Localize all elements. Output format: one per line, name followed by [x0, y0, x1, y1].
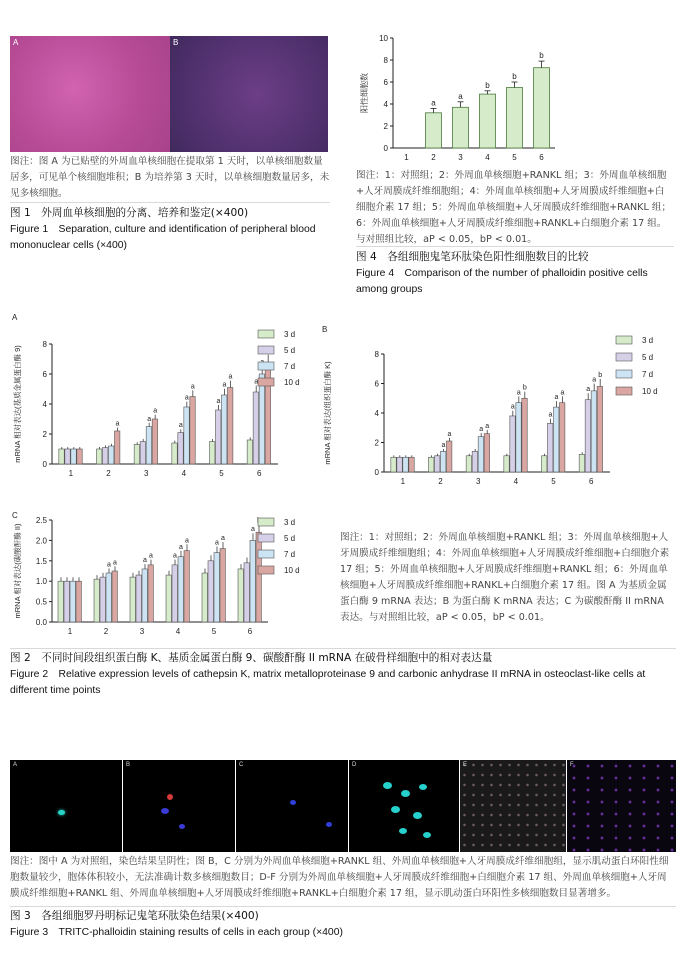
fig2a-bar	[134, 445, 139, 465]
fig2a-legend-label: 5 d	[284, 346, 296, 355]
fig3-note: 图注：图中 A 为对照组，染色结果呈阴性；图 B，C 分别为外周血单核细胞+RANKL 组、外周血单核细胞+人牙周膜成纤维细胞组，显示肌动蛋白环阳性细胞数量较少，胞体体积较小，无法准确计数多核细胞数目；D-F 分别为外周血单核细胞+人牙周膜成纤维细胞+白细胞介素 17 组、外周血单核细胞+人牙周膜成纤维细胞+RANKL 组、外周血单核细胞+人牙周膜成纤维细胞+RANKL+白细胞介素 17 组，显示肌动蛋白环阳性多核细胞数目显著增多。	[10, 856, 669, 899]
fig2a-sig-label: a	[228, 373, 233, 381]
fig4-note: 图注：1：对照组；2：外周血单核细胞+RANKL 组；3：外周血单核细胞+人牙周膜成纤维细胞组；4：外周血单核细胞+人牙周膜成纤维细胞+白细胞介素 17 组；5：外周血单核细胞+人牙周膜成纤维细胞+RANKL 组；6：外周血单核细胞+人牙周膜成纤维细胞+RANKL+白细胞介素 17 组。与对照组比较，aP < 0.05，bP < 0.01。	[356, 170, 672, 245]
fig2c-x-tick-label: 6	[247, 627, 253, 636]
fig2a-bar	[184, 407, 189, 464]
fig2c-bar	[202, 573, 207, 622]
fig2b-bar	[472, 451, 477, 472]
fig2a-x-tick-label: 1	[68, 469, 74, 478]
fig2a-legend-label: 7 d	[284, 362, 296, 371]
fig2a-legend-label: 3 d	[284, 330, 296, 339]
fig2c-x-tick-label: 4	[175, 627, 181, 636]
fig2b-legend-label: 3 d	[642, 336, 654, 345]
fig2c-bar	[250, 540, 255, 622]
fig2c-bar	[106, 573, 111, 622]
fig2a-sig-label: a	[147, 415, 152, 423]
fig2a-sig-label: a	[178, 422, 183, 430]
fig2c-legend-label: 3 d	[284, 518, 296, 527]
fig2c-legend-swatch	[258, 550, 274, 558]
fig2c-legend-swatch	[258, 566, 274, 574]
fig4-sig-label: b	[512, 72, 517, 81]
fig2c-bar	[112, 571, 117, 622]
fig2c-panel-label: C	[12, 511, 18, 520]
fig2b-bar	[478, 437, 483, 472]
fig1-panel-a-label: A	[13, 38, 19, 47]
fig2a-bar	[247, 440, 252, 464]
fig2c-sig-label: a	[179, 543, 183, 551]
fig2b-sig-label: a	[560, 389, 565, 397]
fig2b-x-tick-label: 2	[438, 477, 443, 486]
fig2c-legend-swatch	[258, 534, 274, 542]
fig2b-sig-label: a	[586, 386, 591, 394]
fig2b-bar	[484, 434, 489, 472]
fig3-panel-a-label: A	[13, 762, 18, 768]
fig2a-sig-label: a	[190, 383, 195, 391]
fig4-x-tick-label: 6	[539, 153, 544, 162]
fig2b-bar	[429, 457, 434, 472]
fig2b-legend-swatch	[616, 353, 632, 361]
fig2b-x-tick-label: 4	[513, 477, 519, 486]
fig4-y-tick-label: 6	[383, 78, 388, 87]
fig1-image-a	[10, 36, 170, 152]
fig3-panel-e-label: E	[463, 762, 468, 768]
fig2a-legend-swatch	[258, 362, 274, 370]
fig2b-bar	[397, 457, 402, 472]
fig2c-bar	[58, 581, 63, 622]
fig4-y-tick-label: 0	[383, 144, 388, 153]
fig2c-bar	[244, 563, 249, 622]
fig2a-bar	[152, 419, 157, 464]
fig2a-y-tick-label: 4	[42, 400, 47, 409]
fig2c-bar	[148, 565, 153, 622]
fig2b-bar	[510, 416, 515, 472]
fig2b-bar	[516, 403, 521, 472]
fig2b-bar	[447, 441, 452, 472]
fig2c-sig-label: a	[143, 557, 147, 565]
fig4-y-tick-label: 10	[379, 34, 388, 43]
fig2b-bar	[522, 398, 527, 472]
fig2b-sig-label: b	[598, 371, 603, 379]
fig2-title-zh: 图 2 不同时间段组织蛋白酶 K、基质金属蛋白酶 9、碳酸酐酶 II mRNA 在破骨样细胞中的相对表达量	[10, 652, 493, 664]
fig2b-sig-label: a	[510, 403, 515, 411]
fig2c-sig-label: a	[185, 537, 189, 545]
fig2c-y-label: mRNA 相对表达(碳酸酐酶 II)	[13, 523, 22, 619]
fig2c-y-tick-label: 0.5	[35, 597, 47, 607]
fig2c-y-tick-label: 2.0	[35, 536, 47, 546]
fig4-x-tick-label: 4	[485, 153, 490, 162]
fig2b-bar	[504, 456, 509, 472]
fig2b-bar	[585, 400, 590, 472]
fig3-panel-a	[10, 760, 122, 852]
fig2c-bar	[76, 581, 81, 622]
fig4-x-tick-label: 1	[404, 153, 409, 162]
fig2b-sig-label: a	[592, 376, 597, 384]
fig2c-chart	[8, 508, 324, 642]
fig2a-legend-label: 10 d	[284, 378, 300, 387]
fig3-panel-d-label: D	[352, 762, 357, 768]
fig2b-chart	[318, 322, 678, 496]
fig2b-bar	[548, 423, 553, 472]
fig3-panel-d	[349, 760, 459, 852]
fig2a-bar	[178, 433, 183, 465]
fig2c-bar	[214, 553, 219, 622]
fig2a-sig-label: a	[254, 378, 259, 386]
fig2a-x-tick-label: 3	[143, 469, 149, 478]
fig3-images	[10, 760, 676, 852]
fig2c-bar	[64, 581, 69, 622]
fig3-panel-c-label: C	[239, 762, 244, 768]
fig2b-y-tick-label: 8	[374, 350, 379, 359]
fig3-panel-f	[567, 760, 676, 852]
fig2a-bar	[259, 374, 264, 464]
fig2c-sig-label: a	[107, 561, 111, 569]
fig2c-bar	[100, 577, 105, 622]
fig2b-legend-label: 10 d	[642, 387, 658, 396]
fig2c-bar	[184, 551, 189, 622]
fig2a-bar	[140, 442, 145, 465]
fig2b-legend-label: 5 d	[642, 353, 654, 362]
fig2c-y-tick-label: 0.0	[35, 618, 47, 627]
fig3-panel-e	[460, 760, 566, 852]
fig2a-y-tick-label: 6	[42, 370, 47, 379]
fig4-bar	[534, 68, 550, 148]
fig2a-bar	[97, 449, 102, 464]
fig2a-sig-label: a	[153, 407, 158, 415]
fig2b-sig-label: a	[441, 441, 446, 449]
fig4-y-label: 阳性细胞数	[360, 73, 369, 113]
fig2-title-en: Figure 2 Relative expression levels of cathepsin K, matrix metalloproteinase 9 and carbonic anhydrase II mRNA in osteoclast-like cells at different time points	[10, 669, 646, 696]
fig2b-legend-swatch	[616, 336, 632, 344]
fig2c-legend-label: 7 d	[284, 550, 296, 559]
fig2a-bar	[253, 392, 258, 464]
fig2a-bar	[77, 449, 82, 464]
fig2c-x-tick-label: 5	[211, 627, 217, 636]
fig2a-x-tick-label: 2	[106, 469, 111, 478]
fig3-title-zh: 图 3 各组细胞罗丹明标记鬼笔环肽染色结果(×400)	[10, 910, 259, 922]
fig3-panel-b	[123, 760, 235, 852]
fig2a-bar	[109, 446, 114, 464]
fig3-panel-c	[236, 760, 348, 852]
fig2b-bar	[441, 451, 446, 472]
fig2c-y-tick-label: 2.5	[35, 516, 47, 525]
fig3-panel-b-label: B	[126, 762, 131, 768]
fig4-sig-label: b	[485, 80, 490, 90]
fig2a-sig-label: a	[184, 394, 189, 402]
fig2b-panel-label: B	[322, 325, 328, 334]
fig4-sig-label: b	[539, 51, 544, 61]
fig2b-bar	[542, 456, 547, 472]
fig2b-sig-label: a	[447, 430, 452, 438]
fig4-bar	[480, 94, 496, 148]
fig2a-bar	[172, 443, 177, 464]
fig2b-legend-swatch	[616, 370, 632, 378]
fig2a-legend-swatch	[258, 378, 274, 386]
fig2b-sig-label: a	[485, 422, 490, 430]
fig2c-sig-label: a	[113, 559, 117, 567]
fig2c-y-tick-label: 1.0	[35, 577, 47, 587]
fig2b-bar	[554, 407, 559, 472]
fig2a-x-tick-label: 4	[181, 469, 187, 478]
fig2a-y-label: mRNA 相对表达(基质金属蛋白酶 9)	[13, 345, 22, 463]
fig1-note: 图注：图 A 为已贴壁的外周血单核细胞在提取第 1 天时，以单核细胞数量居多，可见单个核细胞堆积；B 为培养第 3 天时，以单核细胞数量居多，未见多核细胞。	[10, 156, 330, 199]
fig2b-sig-label: a	[548, 411, 553, 419]
fig2a-y-tick-label: 0	[42, 460, 47, 469]
fig2b-x-tick-label: 1	[400, 477, 406, 486]
fig4-y-tick-label: 4	[383, 100, 388, 109]
fig4-x-tick-label: 2	[431, 153, 436, 162]
fig2b-y-tick-label: 6	[374, 379, 379, 389]
fig2-note: 图注：1：对照组；2：外周血单核细胞+RANKL 组；3：外周血单核细胞+人牙周膜成纤维细胞组；4：外周血单核细胞+人牙周膜成纤维细胞+白细胞介素 17 组；5：外周血单核细胞+人牙周膜成纤维细胞+RANKL 组；6：外周血单核细胞+人牙周膜成纤维细胞+RANKL+白细胞介素 17 组。图 A 为基质金属蛋白酶 9 mRNA 表达；B 为蛋白酶 K mRNA 表达；C 为碳酸酐酶 II mRNA 表达。与对照组比较，aP < 0.05，bP < 0.01。	[340, 532, 670, 623]
fig2a-sig-label: a	[115, 420, 120, 428]
fig4-x-tick-label: 5	[512, 153, 517, 162]
fig3-panel-f-label: F	[570, 762, 574, 768]
fig2c-y-tick-label: 1.5	[35, 556, 47, 566]
fig2b-y-label: mRNA 相对表达(组织蛋白酶 K)	[323, 361, 332, 465]
fig4-chart	[355, 28, 560, 168]
fig2a-chart	[8, 310, 324, 490]
fig2b-bar	[409, 457, 414, 472]
fig2c-sig-label: a	[251, 526, 255, 534]
fig2a-bar	[71, 449, 76, 464]
fig2c-bar	[208, 561, 213, 622]
fig2a-bar	[65, 449, 70, 464]
fig2a-bar	[59, 449, 64, 464]
fig2b-legend-label: 7 d	[642, 370, 654, 379]
fig2c-sig-label: a	[149, 552, 153, 560]
fig2c-bar	[220, 549, 225, 622]
fig4-title-en: Figure 4 Comparison of the number of phalloidin positive cells among groups	[356, 268, 648, 295]
fig2c-bar	[136, 575, 141, 622]
fig2a-panel-label: A	[12, 313, 18, 322]
fig2b-x-tick-label: 5	[551, 477, 556, 486]
fig2b-bar	[560, 403, 565, 472]
fig2c-bar	[238, 569, 243, 622]
fig2a-legend-swatch	[258, 330, 274, 338]
fig2a-y-tick-label: 8	[42, 340, 47, 349]
fig2a-x-tick-label: 5	[219, 469, 224, 478]
fig2b-x-tick-label: 6	[588, 477, 594, 486]
fig2c-legend-label: 5 d	[284, 534, 296, 543]
fig2b-x-tick-label: 3	[475, 477, 481, 486]
fig2a-bar	[115, 431, 120, 464]
fig2b-sig-label: b	[522, 384, 527, 392]
fig2c-bar	[94, 579, 99, 622]
fig1-title-zh: 图 1 外周血单核细胞的分离、培养和鉴定(×400)	[10, 207, 249, 219]
fig2a-bar	[216, 410, 221, 464]
fig4-bar	[453, 107, 469, 148]
fig2b-sig-label: a	[479, 426, 484, 434]
fig2c-bar	[130, 577, 135, 622]
fig2b-bar	[466, 456, 471, 472]
fig2a-bar	[210, 442, 215, 465]
fig4-title-zh: 图 4 各组细胞鬼笔环肽染色阳性细胞数目的比较	[356, 251, 589, 263]
fig1-panel-b-label: B	[173, 38, 179, 47]
fig4-sig-label: a	[431, 98, 436, 108]
fig2c-bar	[172, 565, 177, 622]
fig1-image-b	[170, 36, 328, 152]
fig2b-bar	[579, 454, 584, 472]
fig4-bar	[426, 113, 442, 148]
fig1-title-en: Figure 1 Separation, culture and identification of peripheral blood mononuclear cells (×400)	[10, 224, 316, 251]
fig2a-legend-swatch	[258, 346, 274, 354]
fig2c-bar	[178, 557, 183, 622]
fig2a-bar	[190, 397, 195, 465]
fig4-y-tick-label: 2	[383, 122, 388, 131]
fig4-sig-label: a	[458, 91, 463, 101]
fig2a-y-tick-label: 2	[42, 430, 47, 439]
fig4-x-tick-label: 3	[458, 153, 463, 162]
fig2b-legend-swatch	[616, 387, 632, 395]
fig2b-bar	[591, 391, 596, 472]
fig2c-x-tick-label: 3	[139, 627, 145, 636]
fig2a-sig-label: a	[216, 397, 221, 405]
fig2c-x-tick-label: 1	[67, 627, 73, 636]
fig2c-bar	[256, 532, 261, 622]
fig2b-y-tick-label: 0	[374, 468, 379, 477]
fig2c-sig-label: a	[173, 552, 177, 560]
fig2c-bar	[70, 581, 75, 622]
fig2b-bar	[435, 456, 440, 472]
fig2a-bar	[228, 388, 233, 465]
fig2c-bar	[142, 569, 147, 622]
fig2b-bar	[403, 457, 408, 472]
fig4-y-tick-label: 8	[383, 56, 388, 65]
fig2b-sig-label: a	[516, 389, 521, 397]
fig3-title-en: Figure 3 TRITC-phalloidin staining results of cells in each group (×400)	[10, 927, 343, 938]
fig2a-x-tick-label: 6	[256, 469, 262, 478]
fig2c-legend-label: 10 d	[284, 566, 300, 575]
fig2c-legend-swatch	[258, 518, 274, 526]
fig2c-sig-label: a	[221, 535, 225, 543]
fig2a-bar	[103, 448, 108, 465]
fig2a-sig-label: a	[222, 381, 227, 389]
fig2b-bar	[391, 457, 396, 472]
fig2b-sig-label: a	[554, 394, 559, 402]
fig2a-bar	[222, 395, 227, 464]
fig2c-x-tick-label: 2	[103, 627, 109, 636]
fig2c-bar	[166, 575, 171, 622]
fig2c-sig-label: a	[215, 539, 219, 547]
fig2a-bar	[146, 427, 151, 465]
fig4-bar	[507, 88, 523, 149]
fig2b-y-tick-label: 2	[374, 438, 379, 448]
fig2b-bar	[597, 386, 602, 472]
fig2b-y-tick-label: 4	[374, 409, 379, 418]
